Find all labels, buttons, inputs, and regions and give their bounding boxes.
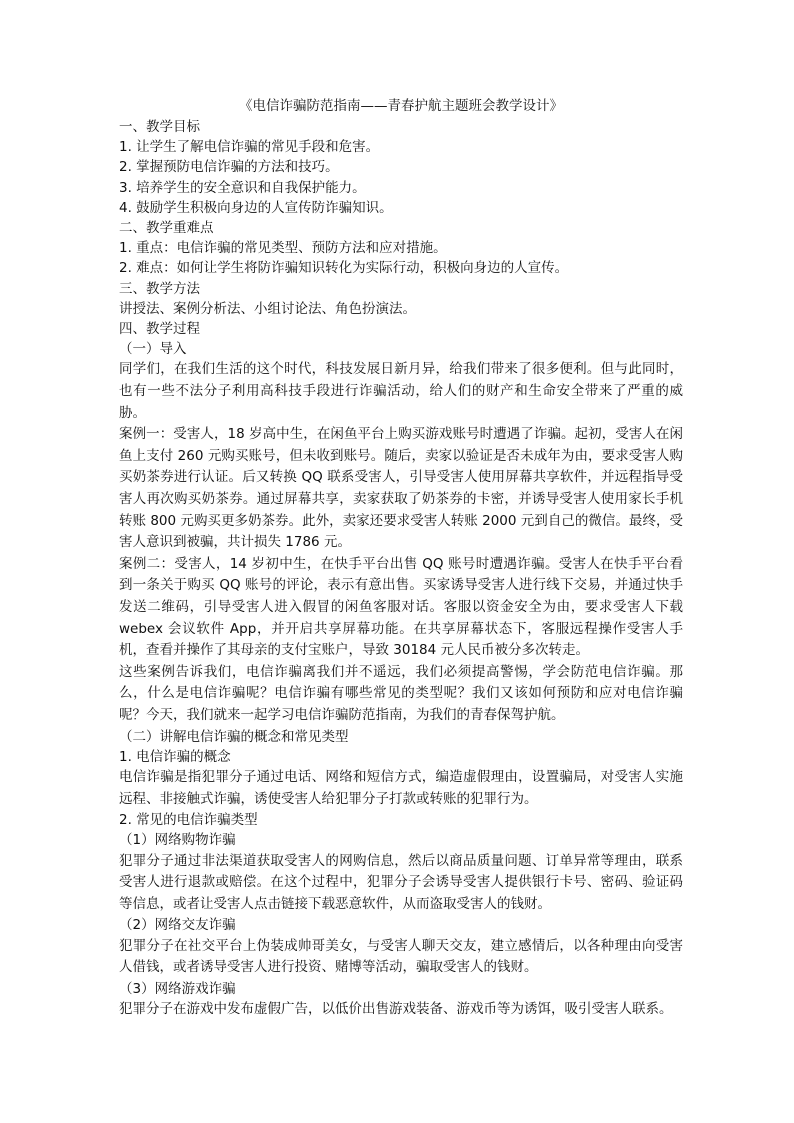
paragraph-type-2: 犯罪分子在社交平台上伪装成帅哥美女，与受害人聊天交友，建立感情后，以各种理由向受害人借钱，或者诱导受害人进行投资、赌博等活动，骗取受害人的钱财。 xyxy=(119,937,683,976)
document-title: 《电信诈骗防范指南——青春护航主题班会教学设计》 xyxy=(239,98,563,114)
paragraph-concept: 电信诈骗是指犯罪分子通过电话、网络和短信方式，编造虚假理由，设置骗局，对受害人实施远程、非接触式诈骗，诱使受害人给犯罪分子打款或转账的犯罪行为。 xyxy=(119,768,683,807)
methods-text: 讲授法、案例分析法、小组讨论法、角色扮演法。 xyxy=(119,300,416,317)
key-point-item: 2. 难点：如何让学生将防诈骗知识转化为实际行动，积极向身边的人宣传。 xyxy=(119,260,569,277)
objective-item: 3. 培养学生的安全意识和自我保护能力。 xyxy=(119,179,366,196)
paragraph-case-2: 案例二：受害人，14 岁初中生，在快手平台出售 QQ 账号时遭遇诈骗。受害人在快手平台看到一条关于购买 QQ 账号的评论，表示有意出售。买家诱导受害人进行线下交易，并通过快手发送二维码，引导受害人进入假冒的闲鱼客服对话。客服以资金安全为由，要求受害人下载 webex 会议软件 App，并开启共享屏幕功能。在共享屏幕状态下，客服远程操作受害人手机，查看并操作了其母亲的支付宝账户，导致 30184 元人民币被分多次转走。 xyxy=(119,555,683,659)
subsection-intro: （一）导入 xyxy=(119,341,187,358)
section-heading-methods: 三、教学方法 xyxy=(119,280,200,297)
concept-heading: 1. 电信诈骗的概念 xyxy=(119,748,231,765)
paragraph-transition: 这些案例告诉我们，电信诈骗离我们并不遥远，我们必须提高警惕，学会防范电信诈骗。那么，什么是电信诈骗呢？电信诈骗有哪些常见的类型呢？我们又该如何预防和应对电信诈骗呢？今天，我们就来一起学习电信诈骗防范指南，为我们的青春保驾护航。 xyxy=(119,663,683,723)
objective-item: 4. 鼓励学生积极向身边的人宣传防诈骗知识。 xyxy=(119,199,393,216)
paragraph-intro: 同学们，在我们生活的这个时代，科技发展日新月异，给我们带来了很多便利。但与此同时，也有一些不法分子利用高科技手段进行诈骗活动，给人们的财产和生命安全带来了严重的威胁。 xyxy=(119,361,683,421)
section-heading-process: 四、教学过程 xyxy=(119,321,200,338)
document-body xyxy=(119,96,683,1021)
paragraph-type-3: 犯罪分子在游戏中发布虚假广告，以低价出售游戏装备、游戏币等为诱饵，吸引受害人联系。 xyxy=(119,1000,673,1017)
type-2-heading: （2）网络交友诈骗 xyxy=(119,917,236,934)
types-heading: 2. 常见的电信诈骗类型 xyxy=(119,812,258,829)
section-heading-key-points: 二、教学重难点 xyxy=(119,220,214,237)
type-3-heading: （3）网络游戏诈骗 xyxy=(119,980,236,997)
type-1-heading: （1）网络购物诈骗 xyxy=(119,832,236,849)
paragraph-type-1: 犯罪分子通过非法渠道获取受害人的网购信息，然后以商品质量问题、订单异常等理由，联系受害人进行退款或赔偿。在这个过程中，犯罪分子会诱导受害人提供银行卡号、密码、验证码等信息，或者让受害人点击链接下载恶意软件，从而盗取受害人的钱财。 xyxy=(119,852,683,912)
objective-item: 1. 让学生了解电信诈骗的常见手段和危害。 xyxy=(119,139,380,156)
section-heading-objectives: 一、教学目标 xyxy=(119,119,200,135)
subsection-concepts: （二）讲解电信诈骗的概念和常见类型 xyxy=(119,728,349,745)
objective-item: 2. 掌握预防电信诈骗的方法和技巧。 xyxy=(119,159,339,176)
paragraph-case-1: 案例一：受害人，18 岁高中生，在闲鱼平台上购买游戏账号时遭遇了诈骗。起初，受害人在闲鱼上支付 260 元购买账号，但未收到账号。随后，卖家以验证是否未成年为由，要求受害人购买奶茶券进行认证。后又转换 QQ 联系受害人，引导受害人使用屏幕共享软件，并远程指导受害人再次购买奶茶券。通过屏幕共享，卖家获取了奶茶券的卡密，并诱导受害人使用家长手机转账 800 元购买更多奶茶券。此外，卖家还要求受害人转账 2000 元到自己的微信。最终，受害人意识到被骗，共计损失 1786 元。 xyxy=(119,426,683,551)
key-point-item: 1. 重点：电信诈骗的常见类型、预防方法和应对措施。 xyxy=(119,240,447,257)
